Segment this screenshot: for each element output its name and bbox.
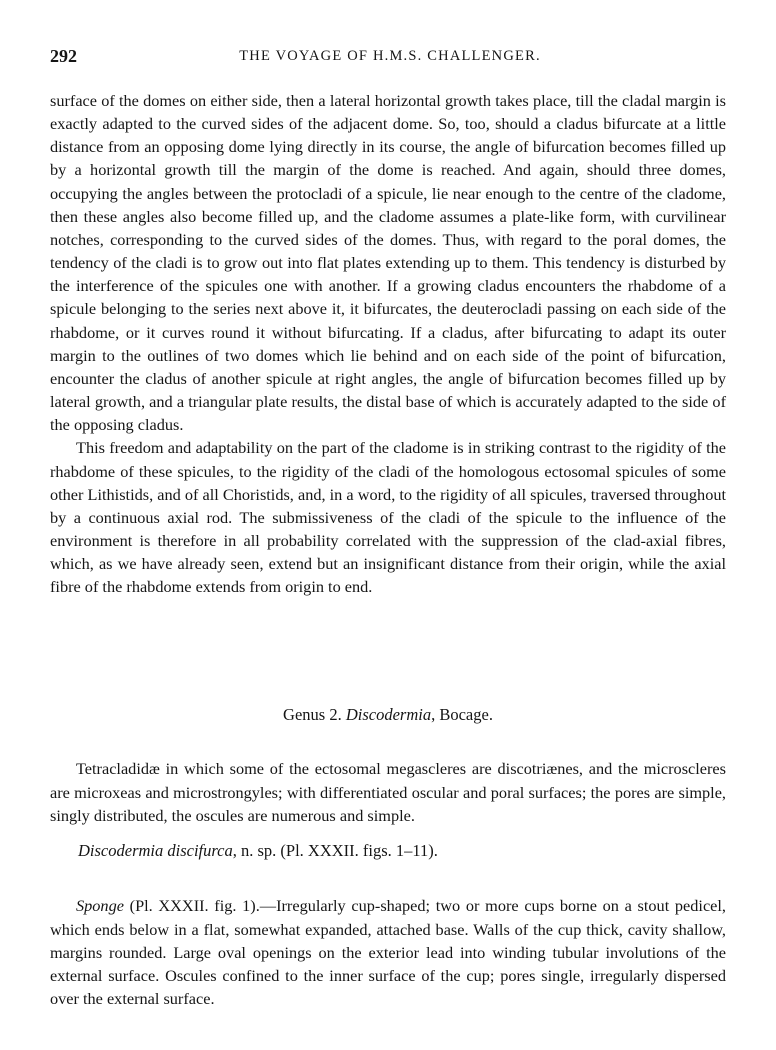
genus-name: Discodermia xyxy=(345,705,432,724)
page-header xyxy=(50,46,730,68)
paragraph-2: This freedom and adaptability on the part of the cladome is in striking contrast to the rigidity of the rhabdome of these spicules, to the rigidity of the cladi of the homologous ectosomal spicules of some other Lithistids, and of all Choristids, and, in a word, to the rigidity of all spicules, traversed throughout by a continuous axial rod. The submissiveness of the cladi of the spicule to the influence of the environment is therefore in all probability correlated with the suppression of the clad-axial fibres, which, as we have already seen, extend but an insignificant distance from their origin, while the axial fibre of the rhabdome extends from origin to end. xyxy=(50,438,726,597)
sponge-text: (Pl. XXXII. fig. 1).—Irregularly cup-shaped; two or more cups borne on a stout pedicel, which ends below in a flat, somewhat expanded, attached base. Walls of the cup thick, cavity shallow, margins rounded. Large oval openings on the exterior lead into winding tubular involutions of the external surface. Oscules confined to the inner surface of the cup; pores single, irregularly dispersed over the external surface. xyxy=(50,896,726,1009)
genus-authority: , Bocage. xyxy=(431,705,493,724)
species-reference: , n. sp. (Pl. XXXII. figs. 1–11). xyxy=(232,841,438,860)
paragraph-1: surface of the domes on either side, then a lateral horizontal growth takes place, till the cladal margin is exactly adapted to the curved sides of the adjacent dome. So, too, should a cladus bifurcate at a little distance from an opposing dome lying directly in its course, the angle of bifurcation becomes filled up by a horizontal growth till the margin of the dome is reached. And again, should three domes, occupying the angles between the protocladi of a spicule, lie near enough to the centre of the cladome, then these angles also become filled up, and the cladome assumes a plate-like form, with curvilinear notches, corresponding to the curved sides of the domes. Thus, with regard to the poral domes, the tendency of the cladi is to grow out into flat plates extending up to them. This tendency is disturbed by the interference of the spicules one with another. If a growing cladus encounters the rhabdome of a spicule belonging to the series next above it, it bifurcates, the deuterocladi passing on each side of the rhabdome, or it curves round it without bifurcating. If a cladus, after bifurcating to adapt its outer margin to the outlines of two domes which lie behind and on each side of the point of bifurcation, encounter the cladus of another spicule at right angles, the angle of bifurcation becomes filled up by lateral growth, and a triangular plate results, the distal base of which is accurately adapted to the side of the opposing cladus. xyxy=(50,91,726,435)
species-name: Discodermia discifurca xyxy=(78,841,233,860)
running-title: THE VOYAGE OF H.M.S. CHALLENGER. xyxy=(239,48,541,64)
sponge-description xyxy=(50,894,726,1010)
species-heading xyxy=(78,841,438,861)
genus-prefix: Genus 2. xyxy=(283,705,342,724)
genus-heading xyxy=(50,705,726,725)
page-number: 292 xyxy=(50,46,77,66)
main-text xyxy=(50,89,726,598)
sponge-label: Sponge xyxy=(76,896,124,916)
genus-diagnosis: Tetracladidæ in which some of the ectosomal megascleres are discotriænes, and the microscleres are microxeas and microstrongyles; with differentiated oscular and poral surfaces; the pores are simple, singly distributed, the oscules are numerous and simple. xyxy=(50,759,726,826)
